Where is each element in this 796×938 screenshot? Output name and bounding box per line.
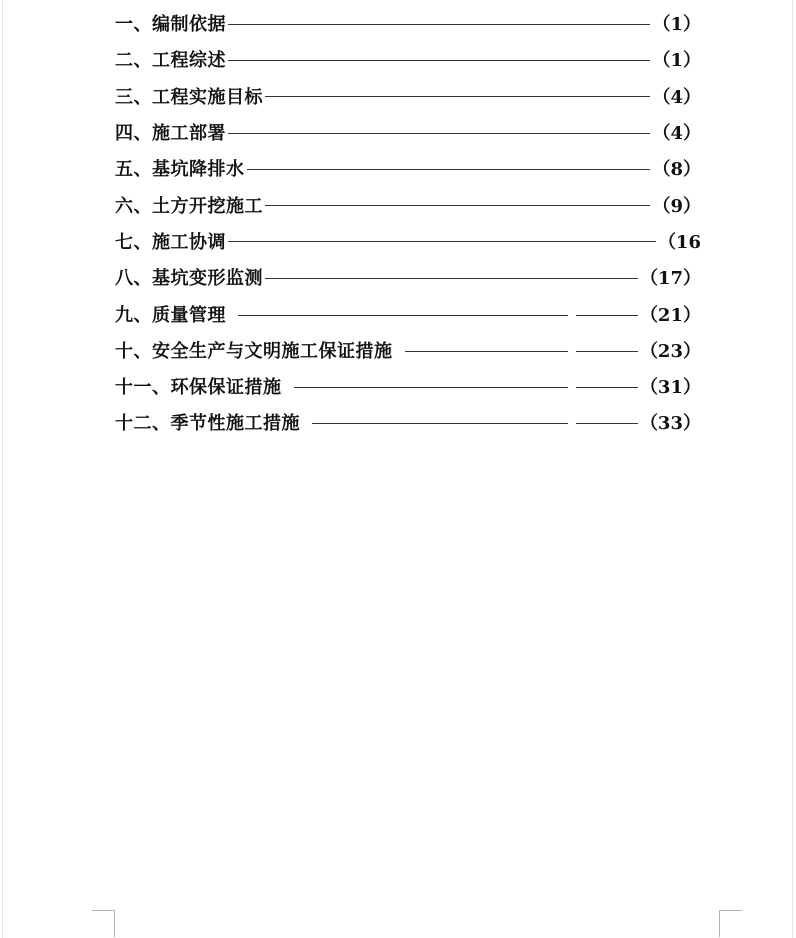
page-corner-mark-left	[92, 910, 115, 937]
toc-entry-page: （4）	[652, 123, 701, 145]
toc-entry[interactable]	[115, 259, 701, 295]
toc-entry-title: 五、基坑降排水	[115, 159, 245, 181]
toc-entry[interactable]	[115, 186, 701, 222]
toc-entry-page: （33）	[639, 413, 701, 435]
toc-entry[interactable]	[115, 41, 701, 77]
toc-entry-page: （17）	[639, 268, 701, 290]
table-of-contents	[115, 5, 701, 441]
toc-entry-page: （31）	[639, 377, 701, 399]
toc-leader-line	[228, 60, 650, 61]
toc-entry-page: （8）	[652, 159, 701, 181]
toc-entry-page: （1）	[652, 14, 701, 36]
toc-leader-line	[228, 241, 656, 242]
toc-entry[interactable]	[115, 150, 701, 186]
toc-entry-title: 六、土方开挖施工	[115, 195, 263, 217]
toc-leader-line	[228, 133, 650, 134]
toc-entry-title: 九、质量管理	[115, 304, 226, 326]
toc-entry[interactable]	[115, 5, 701, 41]
toc-entry-title: 一、编制依据	[115, 14, 226, 36]
toc-entry[interactable]	[115, 332, 701, 368]
toc-entry-title: 十二、季节性施工措施	[115, 413, 300, 435]
toc-entry-page: （9）	[652, 195, 701, 217]
toc-entry[interactable]	[115, 223, 701, 259]
page-border-right	[792, 0, 793, 938]
toc-entry[interactable]	[115, 78, 701, 114]
toc-entry-title: 八、基坑变形监测	[115, 268, 263, 290]
toc-entry-title: 二、工程综述	[115, 50, 226, 72]
toc-entry-page: （23）	[639, 340, 701, 362]
page-border-left	[2, 0, 3, 938]
toc-entry-title: 七、施工协调	[115, 231, 226, 253]
toc-entry-page: （4）	[652, 86, 701, 108]
toc-entry-title: 四、施工部署	[115, 123, 226, 145]
toc-entry-title: 十、安全生产与文明施工保证措施	[115, 340, 393, 362]
page-corner-mark-right	[719, 910, 742, 937]
toc-entry[interactable]	[115, 295, 701, 331]
toc-entry[interactable]	[115, 368, 701, 404]
toc-leader-line	[265, 96, 650, 97]
toc-entry-title: 十一、环保保证措施	[115, 377, 282, 399]
toc-leader-line	[247, 169, 651, 170]
toc-entry[interactable]	[115, 114, 701, 150]
toc-entry-page: （21）	[639, 304, 701, 326]
toc-leader-line	[228, 24, 650, 25]
toc-leader-line	[265, 278, 638, 279]
toc-entry-title: 三、工程实施目标	[115, 86, 263, 108]
toc-entry-page: （1）	[652, 50, 701, 72]
toc-entry-page: （16	[657, 231, 701, 253]
toc-leader-line	[265, 205, 650, 206]
toc-entry[interactable]	[115, 404, 701, 440]
